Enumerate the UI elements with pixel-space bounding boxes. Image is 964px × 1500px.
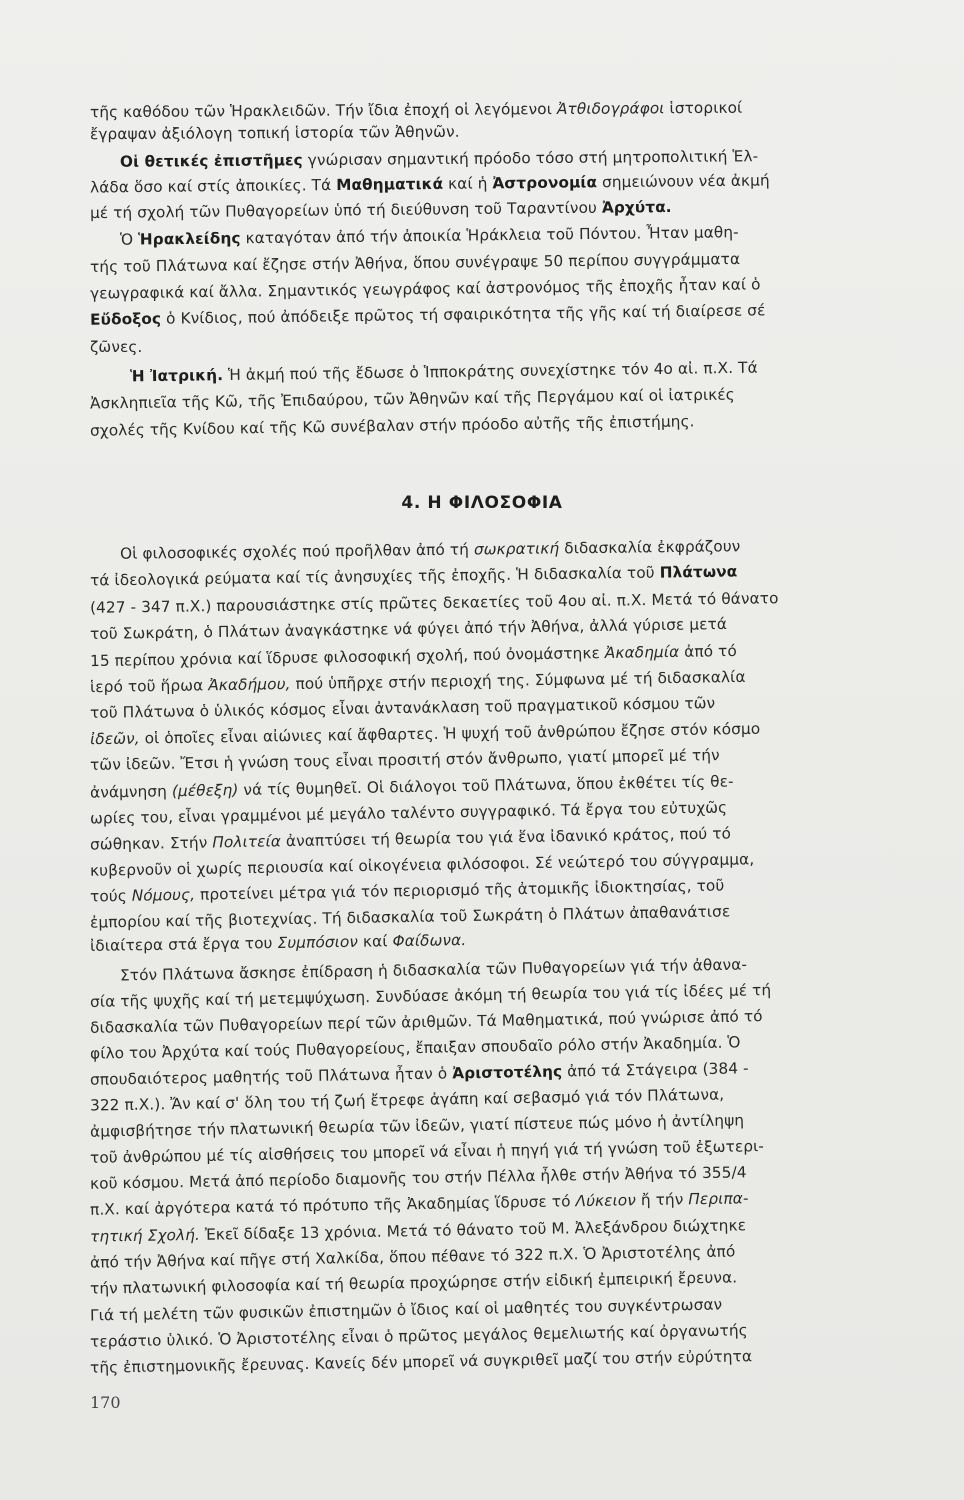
text-line: π.Χ. καί ἀργότερα κατά τό πρότυπο τῆς Ἀκαδημίας ἵδρυσε τό Λύκειον ἤ τήν Περιπα- — [89, 1189, 749, 1219]
text-line: τῆς ἐπιστημονικῆς ἔρευνας. Κανείς δέν μπορεῖ νά συγκριθεῖ μαζί του στήν εὐρύτητα — [89, 1347, 753, 1377]
text-line: Οἱ φιλοσοφικές σχολές πού προῆλθαν ἀπό τή σωκρατική διδασκαλία ἐκφράζουν — [119, 537, 741, 563]
text-line: τῆς καθόδου τῶν Ἡρακλειδῶν. Τήν ἴδια ἐποχή οἱ λεγόμενοι Ἀτθιδογράφοι ἱστορικοί — [89, 98, 743, 122]
text-line: γεωγραφικά καί ἄλλα. Σημαντικός γεωγράφος καί ἀστρονόμος τῆς ἐποχῆς ἦταν καί ὁ — [89, 275, 761, 303]
text-line: λάδα ὅσο καί στίς ἀποικίες. Τά Μαθηματικά καί ἡ Ἀστρονομία σημειώνουν νέα ἀκμή — [89, 171, 770, 197]
text-line: σώθηκαν. Στήν Πολιτεία ἀναπτύσει τή θεωρία του γιά ἕνα ἰδανικό κράτος, πού τό — [89, 824, 732, 854]
text-line: ἰδεῶν, οἱ ὁποῖες εἶναι αἰώνιες καί ἄφθαρτες. Ἡ ψυχή τοῦ ἀνθρώπου ἔζησε στόν κόσμο — [89, 719, 761, 749]
text-line: σπουδαιότερος μαθητής τοῦ Πλάτωνα ἦταν ὁ Ἀριστοτέλης ἀπό τά Στάγειρα (384 - — [89, 1059, 749, 1089]
text-line: τοῦ ἀνθρώπου μέ τίς αἰσθήσεις του μπορεῖ νά εἶναι ἡ πηγή γιά τή γνώση τοῦ ἐξωτερι- — [89, 1137, 765, 1167]
page-number: 170 — [90, 1393, 121, 1412]
text-line: ἀνάμνηση (μέθεξη) νά τίς θυμηθεῖ. Οἱ διάλογοι τοῦ Πλάτωνα, ὅπου ἐκθέτει τίς θε- — [89, 772, 734, 802]
text-line: Γιά τή μελέτη τῶν φυσικῶν ἐπιστημῶν ὁ ἴδιος καί οἱ μαθητές του συγκέντρωσαν — [89, 1295, 723, 1325]
text-line: μέ τή σχολή τῶν Πυθαγορείων ὑπό τή διεύθυνση τοῦ Ταραντίνου Ἀρχύτα. — [89, 197, 672, 223]
text-line: Οἱ θετικές ἐπιστῆμες γνώρισαν σημαντική πρόοδο τόσο στή μητροπολιτική Ἑλ- — [119, 147, 759, 171]
text-line: Στόν Πλάτωνα ἄσκησε ἐπίδραση ἡ διδασκαλία τῶν Πυθαγορείων γιά τήν ἀθανα- — [119, 955, 748, 985]
text-line: τοῦ Σωκράτη, ὁ Πλάτων ἀναγκάστηκε νά φύγει ἀπό τήν Ἀθήνα, ἀλλά γύρισε μετά — [89, 614, 728, 644]
text-line: κοῦ κόσμου. Μετά ἀπό περίοδο διαμονῆς του στήν Πέλλα ἦλθε στήν Ἀθήνα τό 355/4 — [89, 1163, 747, 1193]
text-line: ἔγραψαν ἀξιόλογη τοπική ἱστορία τῶν Ἀθηνῶν. — [89, 122, 460, 144]
text-line: ζῶνες. — [90, 338, 143, 356]
section-heading: 4. Η ΦΙΛΟΣΟΦΙΑ — [401, 493, 563, 513]
text-line: κυβερνοῦν οἱ χωρίς περιουσία καί οἰκογένεια φιλόσοφοι. Σέ νεώτερό του σύγγραμμα, — [89, 850, 755, 880]
text-line: Ἡ Ἰατρική. Ἡ ἀκμή πού τῆς ἔδωσε ὁ Ἱπποκράτης συνεχίστηκε τόν 4ο αἰ. π.Χ. Τά — [129, 358, 758, 386]
text-line: τοῦ Πλάτωνα ὁ ὑλικός κόσμος εἶναι ἀντανάκλαση τοῦ πραγματικοῦ κόσμου τῶν — [89, 694, 716, 722]
text-line: Εὔδοξος ὁ Κνίδιος, πού ἀπόδειξε πρῶτος τή σφαιρικότητα τῆς γῆς καί τή διαίρεσε σέ — [89, 301, 766, 329]
text-line: ἰδιαίτερα στά ἔργα του Συμπόσιον καί Φαίδωνα. — [89, 931, 467, 955]
text-line: τεράστιο ὑλικό. Ὁ Ἀριστοτέλης εἶναι ὁ πρῶτος μεγάλος θεμελιωτής καί ὀργανωτής — [89, 1321, 748, 1351]
text-line: φίλο του Ἀρχύτα καί τούς Πυθαγορείους, ἔπαιξαν σπουδαῖο ρόλο στήν Ἀκαδημία. Ὁ — [89, 1033, 741, 1063]
text-line: τῶν ἰδεῶν. Ἔτσι ἡ γνώση τους εἶναι προσιτή στόν ἄνθρωπο, γιατί μπορεῖ μέ τήν — [89, 746, 720, 774]
text-line: σχολές τῆς Κνίδου καί τῆς Κῶ συνέβαλαν στήν πρόοδο αὐτῆς τῆς ἐπιστήμης. — [89, 412, 695, 440]
text-line: ἀμφισβήτησε τήν πλατωνική θεωρία τῶν ἰδεῶν, γιατί πίστευε πώς μόνο ἡ ἀντίληψη — [89, 1111, 745, 1141]
text-line: διδασκαλία τῶν Πυθαγορείων περί τῶν ἀριθμῶν. Τά Μαθηματικά, πού γνώρισε ἀπό τό — [89, 1007, 763, 1037]
text-line: Ἀσκληπιεῖα τῆς Κῶ, τῆς Ἐπιδαύρου, τῶν Ἀθηνῶν καί τῆς Περγάμου καί οἱ ἰατρικές — [89, 385, 735, 413]
text-line: 322 π.Χ.). Ἄν καί σ' ὅλη του τή ζωή ἔτρεφε ἀγάπη καί σεβασμό γιά τόν Πλάτωνα, — [89, 1085, 725, 1115]
text-line: ἱερό τοῦ ἥρωα Ἀκαδήμου, πού ὑπῆρχε στήν περιοχή της. Σύμφωνα μέ τή διδασκαλία — [89, 667, 746, 697]
text-line: τητική Σχολή. Ἐκεῖ δίδαξε 13 χρόνια. Μετά τό θάνατο τοῦ Μ. Ἀλεξάνδρου διώχτηκε — [89, 1216, 747, 1246]
text-line: τής τοῦ Πλάτωνα καί ἔζησε στήν Ἀθήνα, ὅπου συνέγραψε 50 περίπου συγγράμματα — [89, 250, 741, 276]
text-line: ἐμπορίου καί τῆς βιοτεχνίας. Τή διδασκαλία τοῦ Σωκράτη ὁ Πλάτων ἀπαθανάτισε — [89, 902, 731, 932]
text-line: τά ἰδεολογικά ρεύματα καί τίς ἀνησυχίες τῆς ἐποχῆς. Ἡ διδασκαλία τοῦ Πλάτωνα — [89, 562, 738, 590]
text-line: ωρίες του, εἶναι γραμμένοι μέ μεγάλο ταλέντο συγγραφικό. Τά ἔργα του εὐτυχῶς — [89, 798, 728, 828]
text-line: (427 - 347 π.Χ.) παρουσιάστηκε στίς πρῶτες δεκαετίες τοῦ 4ου αἰ. π.Χ. Μετά τό θάνατο — [89, 589, 779, 617]
text-line: ἀπό τήν Ἀθήνα καί πῆγε στή Χαλκίδα, ὅπου πέθανε τό 322 π.Χ. Ὁ Ἀριστοτέλης ἀπό — [89, 1242, 736, 1272]
text-line: Ὁ Ἡρακλείδης καταγόταν ἀπό τήν ἀποικία Ἡράκλεια τοῦ Πόντου. Ἦταν μαθη- — [119, 223, 739, 249]
text-line: σία τῆς ψυχῆς καί τή μετεμψύχωση. Συνδύασε ἀκόμη τή θεωρία του γιά τίς ἰδέες μέ τή — [89, 981, 772, 1011]
text-line: 15 περίπου χρόνια καί ἵδρυσε φιλοσοφική σχολή, πού ὀνομάστηκε Ἀκαδημία ἀπό τό — [89, 641, 738, 671]
text-line: τούς Νόμους, προτείνει μέτρα γιά τόν περιορισμό τῆς ἀτομικῆς ἰδιοκτησίας, τοῦ — [89, 876, 725, 906]
text-line: τήν πλατωνική φιλοσοφία καί τή θεωρία προχώρησε στήν εἰδική ἐμπειρική ἔρευνα. — [89, 1268, 738, 1298]
